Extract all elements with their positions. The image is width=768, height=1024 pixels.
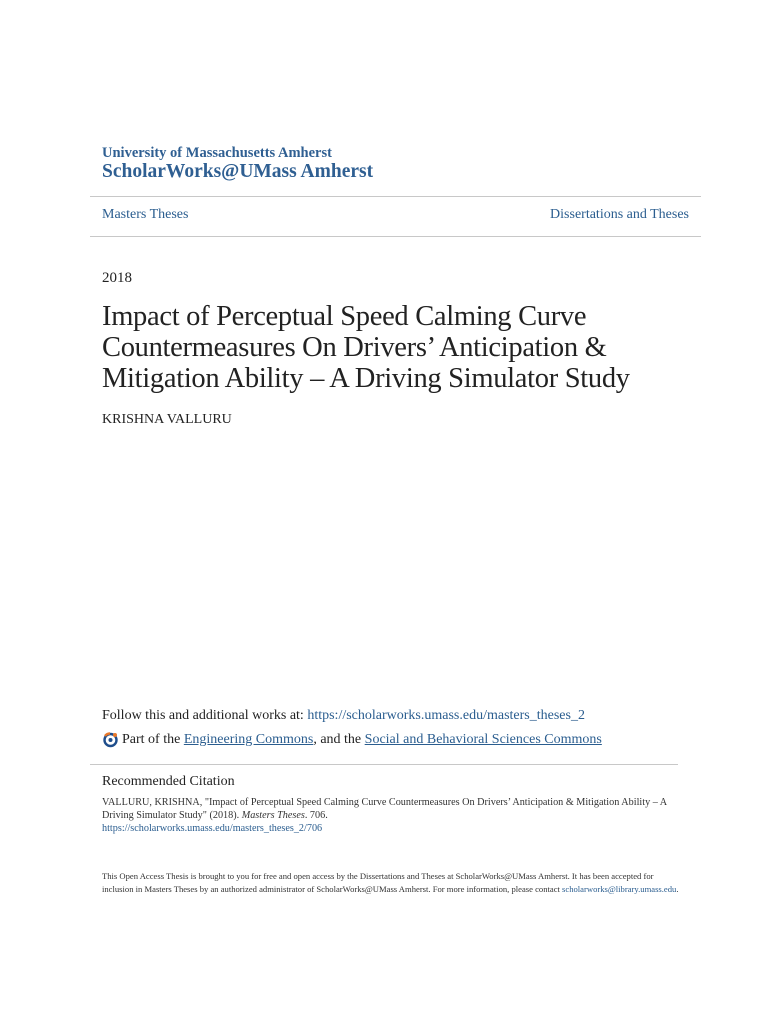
divider-top [90, 196, 701, 197]
masters-theses-link[interactable]: Masters Theses [102, 207, 189, 222]
citation-url-link[interactable]: https://scholarworks.umass.edu/masters_theses_2/706 [102, 823, 323, 834]
divider-citation [90, 764, 678, 765]
part-of-middle: , and the [313, 731, 362, 747]
thesis-title [102, 301, 702, 394]
notice-end: . [676, 883, 679, 894]
publication-year: 2018 [102, 270, 132, 286]
part-of-line [102, 731, 602, 748]
title-line: Countermeasures On Drivers’ Anticipation & [102, 332, 607, 363]
title-line: Impact of Perceptual Speed Calming Curve [102, 301, 587, 332]
citation-series: Masters Theses [241, 810, 305, 821]
contact-email-link[interactable]: scholarworks@library.umass.edu [562, 883, 677, 894]
citation-text [102, 796, 682, 835]
notice-text: This Open Access Thesis is brought to you for free and open access by the Dissertations and Theses at ScholarWorks@UMass Amherst. It has been accepted for inclusion in Masters Theses by an authorized administrator of ScholarWorks@UMass Amherst. For more information, please contact [102, 871, 654, 894]
citation-body: VALLURU, KRISHNA, "Impact of Perceptual Speed Calming Curve Countermeasures On Drivers’ Anticipation & Mitigation Ability – A Driving Simulator Study" (2018). [102, 797, 667, 821]
dissertations-theses-link[interactable]: Dissertations and Theses [550, 207, 689, 222]
citation-number: . 706. [304, 810, 328, 821]
social-behavioral-commons-link[interactable]: Social and Behavioral Sciences Commons [364, 731, 602, 747]
divider-nav [90, 236, 701, 237]
series-url-link[interactable]: https://scholarworks.umass.edu/masters_theses_2 [307, 708, 585, 723]
follow-label: Follow this and additional works at: [102, 708, 308, 723]
open-access-notice [102, 870, 682, 895]
engineering-commons-link[interactable]: Engineering Commons [183, 731, 314, 747]
recommended-citation-heading: Recommended Citation [102, 774, 235, 789]
follow-line [102, 708, 585, 724]
institution-name: University of Massachusetts Amherst [102, 145, 332, 161]
part-of-prefix: Part of the [122, 731, 181, 747]
commons-network-icon [102, 731, 119, 748]
title-line: Mitigation Ability – A Driving Simulator Study [102, 363, 630, 394]
repository-name[interactable]: ScholarWorks@UMass Amherst [102, 161, 374, 182]
author-name: KRISHNA VALLURU [102, 412, 232, 427]
